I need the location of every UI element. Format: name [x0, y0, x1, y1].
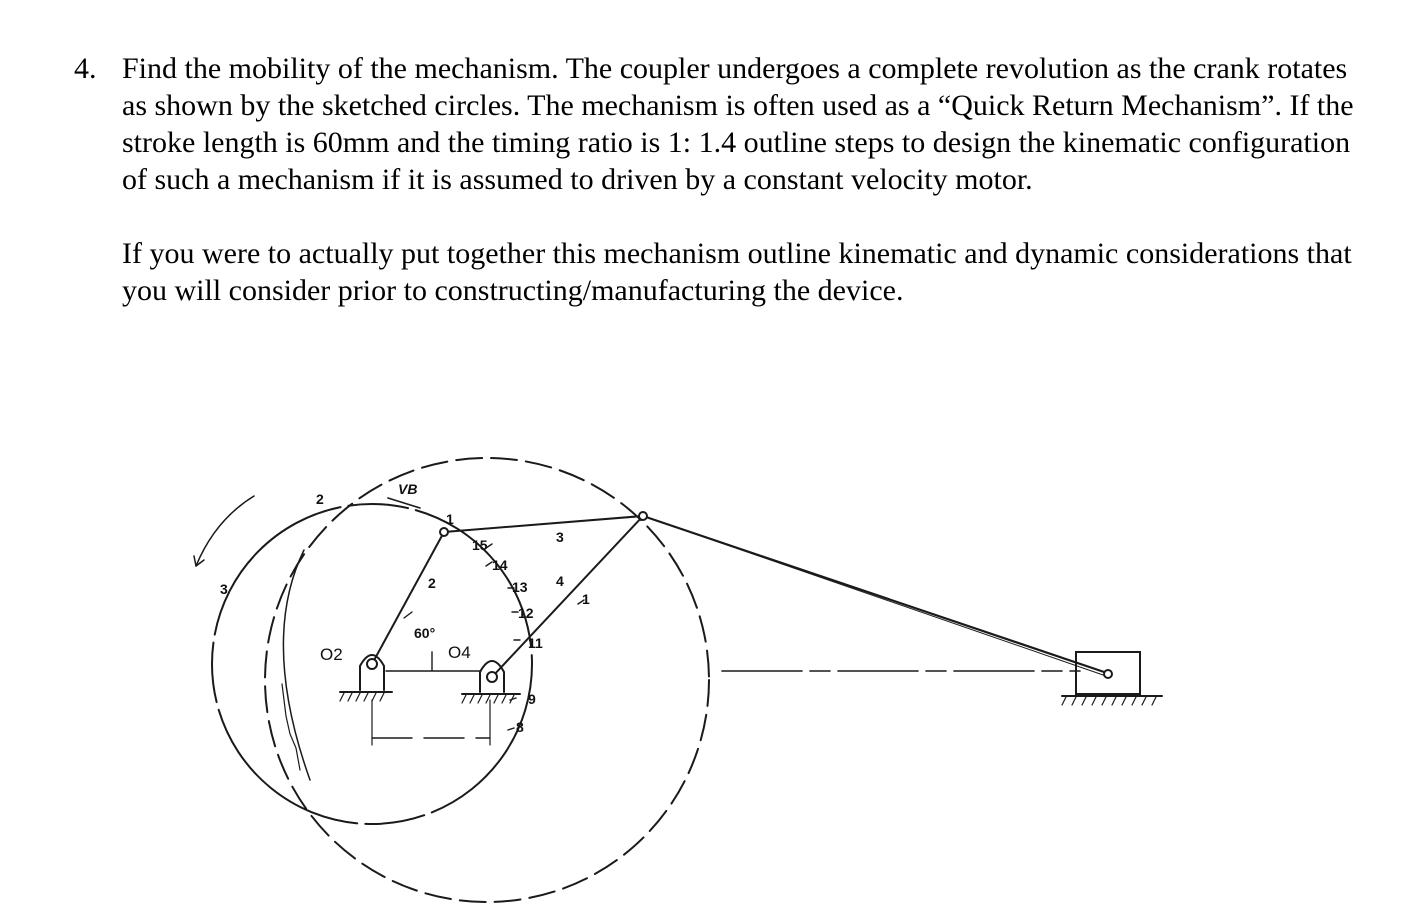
question-number: 4. — [74, 52, 97, 85]
rotation-arc — [196, 496, 254, 566]
jagged-sketch — [282, 684, 300, 770]
pivot-c — [639, 512, 647, 520]
o4-pivot — [487, 672, 497, 682]
link-rocker-4 — [492, 516, 643, 677]
label-o4: O4 — [448, 643, 471, 662]
label-2-top: 2 — [316, 491, 324, 507]
label-12: 12 — [518, 605, 534, 621]
question-paragraph-1: Find the mobility of the mechanism. The coupler undergoes a complete revolution as the crank rotates as shown by the sketched circles. The mechanism is often used as a “Quick Return Mechanism”. If the stroke length is 60mm and the timing ratio is 1: 1.4 outline steps to design the kinematic configuration of such a mechanism if it is assumed to driven by a constant velocity motor. — [122, 52, 1354, 196]
o4-hatch — [462, 695, 514, 703]
link-coupler-3 — [444, 516, 643, 532]
label-3-left: 3 — [220, 581, 228, 597]
link-rod-lower — [643, 516, 1106, 676]
label-9: 9 — [528, 691, 536, 707]
link-crank-2 — [372, 532, 444, 664]
label-3-coupler: 3 — [556, 529, 564, 545]
label-4: 4 — [556, 573, 564, 589]
label-angle: 60° — [414, 625, 436, 641]
crank-tick-1 — [404, 612, 412, 618]
label-o2: O2 — [320, 645, 343, 664]
label-vb: VB — [398, 481, 418, 497]
label-8: 8 — [516, 719, 524, 735]
label-2-mid: 2 — [428, 575, 436, 591]
label-11: 11 — [528, 635, 543, 651]
label-13: 13 — [512, 579, 528, 595]
label-1: 1 — [446, 511, 454, 527]
mechanism-diagram — [0, 420, 1418, 924]
pivot-b — [440, 528, 448, 536]
label-1-right: 1 — [582, 591, 590, 607]
slider-hatch — [1062, 697, 1156, 705]
question-paragraph-2: If you were to actually put together this mechanism outline kinematic and dynamic considerations that you will consider prior to constructing/manufacturing the device. — [122, 237, 1352, 307]
question-body — [122, 50, 1374, 309]
question-block — [74, 50, 1374, 309]
label-15: 15 — [472, 537, 488, 553]
o2-hatch — [340, 693, 384, 701]
o2-pivot — [367, 659, 377, 669]
slider-pin — [1104, 670, 1112, 678]
mechanism-figure — [0, 420, 1418, 924]
label-14: 14 — [492, 557, 508, 573]
